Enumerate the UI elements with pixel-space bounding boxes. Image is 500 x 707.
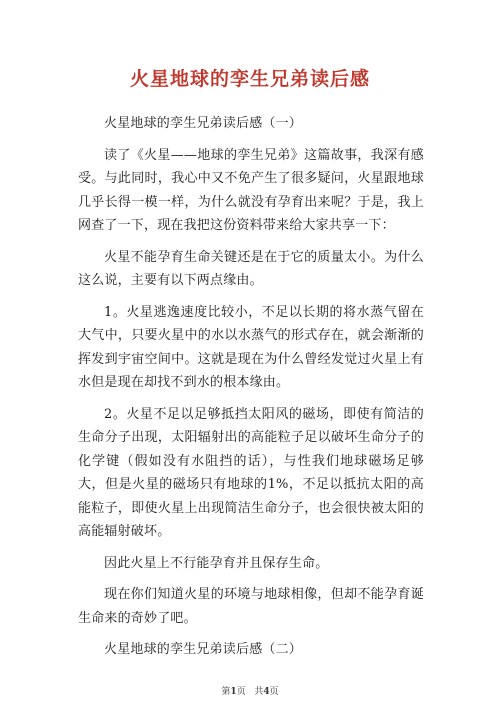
footer-page-number: 1 (230, 687, 237, 697)
document-body (78, 112, 424, 670)
paragraph-closing: 现在你们知道火星的环境与地球相像，但却不能孕育诞生命来的奇妙了吧。 (78, 587, 424, 626)
paragraph-reason-1: 1。火星逃逸速度比较小，不足以长期的将水蒸气留在大气中，只要火星中的水以水蒸气的形式存在，就会渐渐的挥发到宇宙空间中。这就是现在为什么曾经发觉过火星上有水但是现在却找不到水的根本缘由。 (78, 304, 424, 390)
page-footer (0, 684, 500, 697)
footer-total-pages: 4 (263, 687, 270, 697)
footer-page-suffix: 页 (236, 687, 246, 697)
section-heading-2: 火星地球的孪生兄弟读后感（二） (104, 642, 303, 657)
document-title: 火星地球的孪生兄弟读后感 (129, 68, 370, 90)
paragraph-reason-summary: 火星不能孕育生命关键还是在于它的质量太小。为什么这么说，主要有以下两点缘由。 (78, 249, 424, 288)
paragraph-conclusion: 因此火星上不行能孕育并且保存生命。 (104, 555, 329, 571)
footer-total-suffix: 页 (269, 687, 279, 697)
footer-total-prefix: 共 (254, 687, 264, 697)
footer-page-prefix: 第 (221, 687, 231, 697)
paragraph-reason-2: 2。火星不足以足够抵挡太阳风的磁场，即使有简洁的生命分子出现，太阳辐射出的高能粒子足以破坏生命分子的化学键（假如没有水阻挡的话），与性我们地球磁场足够大，但是火星的磁场只有地球的1%，不足以抵抗太阳的高能粒子，即使火星上出现简洁生命分子，也会很快被太阳的高能辐射破坏。 (78, 406, 424, 539)
section-heading-1: 火星地球的孪生兄弟读后感（一） (104, 116, 303, 131)
paragraph-intro: 读了《火星——地球的孪生兄弟》这篇故事，我深有感受。与此同时，我心中又不免产生了很多疑问，火星跟地球几乎长得一模一样，为什么就没有孕育出来呢？于是，我上网查了一下，现在我把这份资料带来给大家共享一下： (78, 147, 424, 233)
